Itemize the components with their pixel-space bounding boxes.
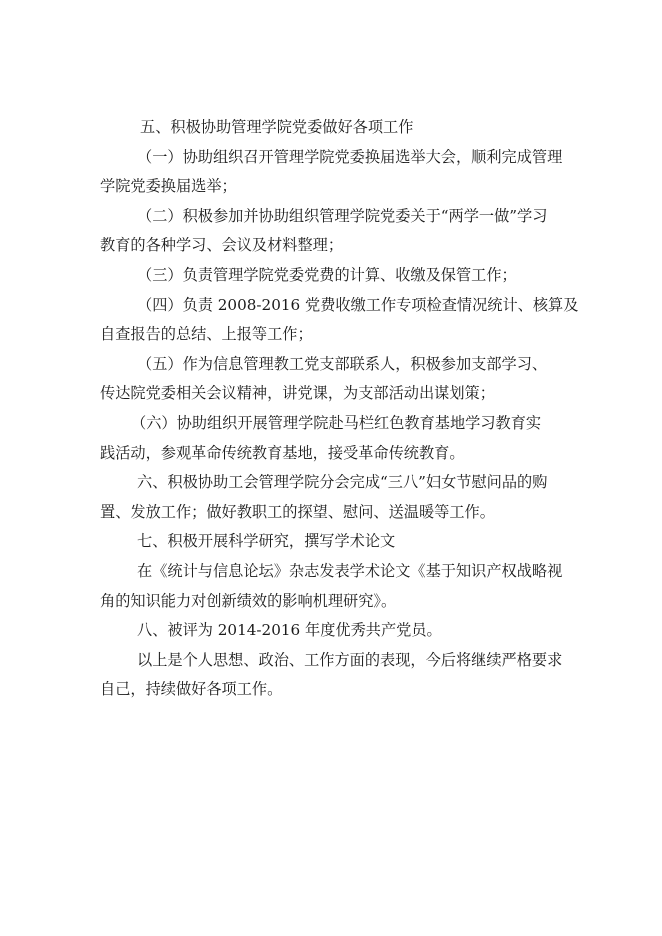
closing-line: 自己，持续做好各项工作。 [100, 680, 283, 699]
section-heading-7: 七、积极开展科学研究，撰写学术论文 [137, 532, 396, 551]
paragraph-line: （四）负责 2008-2016 党费收缴工作专项检查情况统计、核算及 [137, 295, 579, 314]
paragraph-line: （三）负责管理学院党委党费的计算、收缴及保管工作； [137, 265, 517, 284]
paragraph-line: 自查报告的总结、上报等工作； [100, 325, 313, 344]
closing-line: 以上是个人思想、政治、工作方面的表现，今后将继续严格要求 [137, 650, 563, 669]
paragraph-line: 置、发放工作；做好教职工的探望、慰问、送温暖等工作。 [100, 502, 495, 521]
paragraph-line: 践活动，参观革命传统教育基地，接受革命传统教育。 [100, 443, 465, 462]
paragraph-line: （六）协助组织开展管理学院赴马栏红色教育基地学习教育实 [131, 413, 542, 432]
paragraph-line: 在《统计与信息论坛》杂志发表学术论文《基于知识产权战略视 [137, 561, 563, 580]
paragraph-line: 教育的各种学习、会议及材料整理； [100, 236, 343, 255]
section-heading-5: 五、积极协助管理学院党委做好各项工作 [140, 118, 414, 136]
section-heading-6: 六、积极协助工会管理学院分会完成“三八”妇女节慰问品的购 [137, 473, 548, 492]
document-body [100, 113, 579, 705]
paragraph-line: （一）协助组织召开管理学院党委换届选举大会，顺利完成管理 [137, 147, 563, 166]
section-heading-8: 八、被评为 2014-2016 年度优秀共产党员。 [137, 621, 442, 640]
paragraph-line: 传达院党委相关会议精神，讲党课，为支部活动出谋划策； [100, 384, 495, 403]
paragraph-line: （二）积极参加并协助组织管理学院党委关于“两学一做”学习 [137, 206, 548, 225]
paragraph-line: 学院党委换届选举； [100, 177, 237, 196]
paragraph-line: （五）作为信息管理教工党支部联系人，积极参加支部学习、 [137, 354, 548, 373]
paragraph-line: 角的知识能力对创新绩效的影响机理研究》。 [100, 591, 397, 610]
